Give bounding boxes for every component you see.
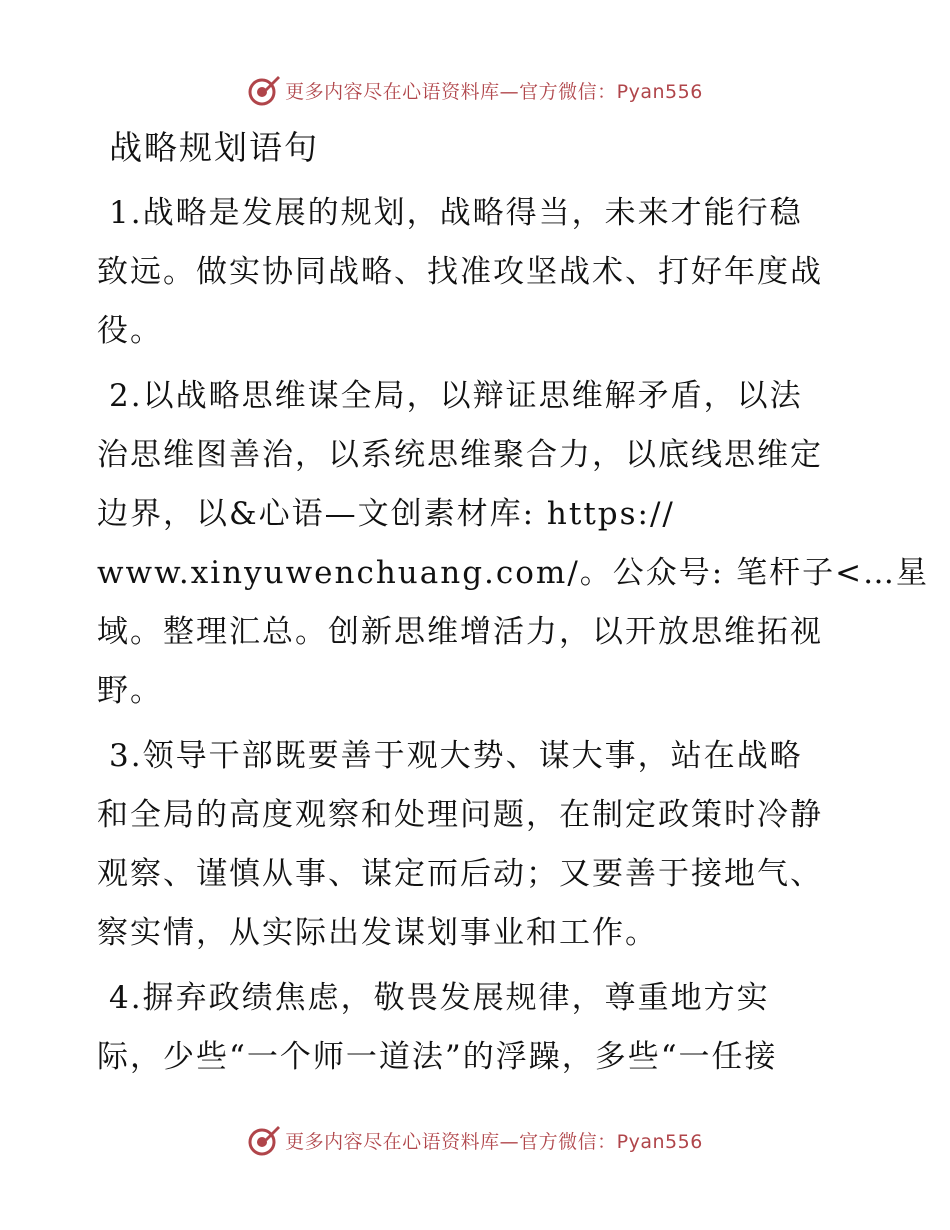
paragraph-line: 察实情，从实际出发谋划事业和工作。 xyxy=(97,915,658,951)
paragraph-line: 边界，以&心语—文创素材库: https:// xyxy=(97,496,675,532)
paragraph-line: 4.摒弃政绩焦虑，敬畏发展规律，尊重地方实 xyxy=(109,980,770,1016)
paragraph-line: 际，少些“一个师一道法”的浮躁，多些“一任接 xyxy=(97,1039,778,1075)
paragraph-line: 1.战略是发展的规划，战略得当，未来才能行稳 xyxy=(109,195,803,231)
paragraph-line: 致远。做实协同战略、找准攻坚战术、打好年度战 xyxy=(97,254,823,290)
paragraph-line: 域。整理汇总。创新思维增活力，以开放思维拓视 xyxy=(97,614,823,650)
header-watermark-text: 更多内容尽在心语资料库—官方微信：Pyan556 xyxy=(285,80,703,103)
paragraph-line: 和全局的高度观察和处理问题，在制定政策时冷静 xyxy=(97,797,823,833)
paragraph-line: 野。 xyxy=(97,673,163,709)
paragraph-4 xyxy=(97,969,847,1087)
footer-watermark xyxy=(0,1120,950,1160)
paragraph-2 xyxy=(97,367,930,721)
header-watermark xyxy=(0,70,950,110)
paragraph-line: 役。 xyxy=(97,313,163,349)
paragraph-line: 治思维图善治，以系统思维聚合力，以底线思维定 xyxy=(97,437,823,473)
document-body xyxy=(97,122,930,1093)
paragraph-3 xyxy=(97,727,847,963)
paragraph-line: 2.以战略思维谋全局，以辩证思维解矛盾，以法 xyxy=(109,378,803,414)
pen-logo-icon xyxy=(247,1123,281,1157)
paragraph-line: www.xinyuwenchuang.com/。公众号: 笔杆子<…星 xyxy=(97,555,930,591)
paragraph-line: 3.领导干部既要善于观大势、谋大事，站在战略 xyxy=(109,738,803,774)
pen-logo-icon xyxy=(247,73,281,107)
document-title: 战略规划语句 xyxy=(109,128,319,167)
paragraph-line: 观察、谨慎从事、谋定而后动；又要善于接地气、 xyxy=(97,856,823,892)
footer-watermark-text: 更多内容尽在心语资料库—官方微信：Pyan556 xyxy=(285,1130,703,1153)
paragraph-1 xyxy=(97,184,847,361)
